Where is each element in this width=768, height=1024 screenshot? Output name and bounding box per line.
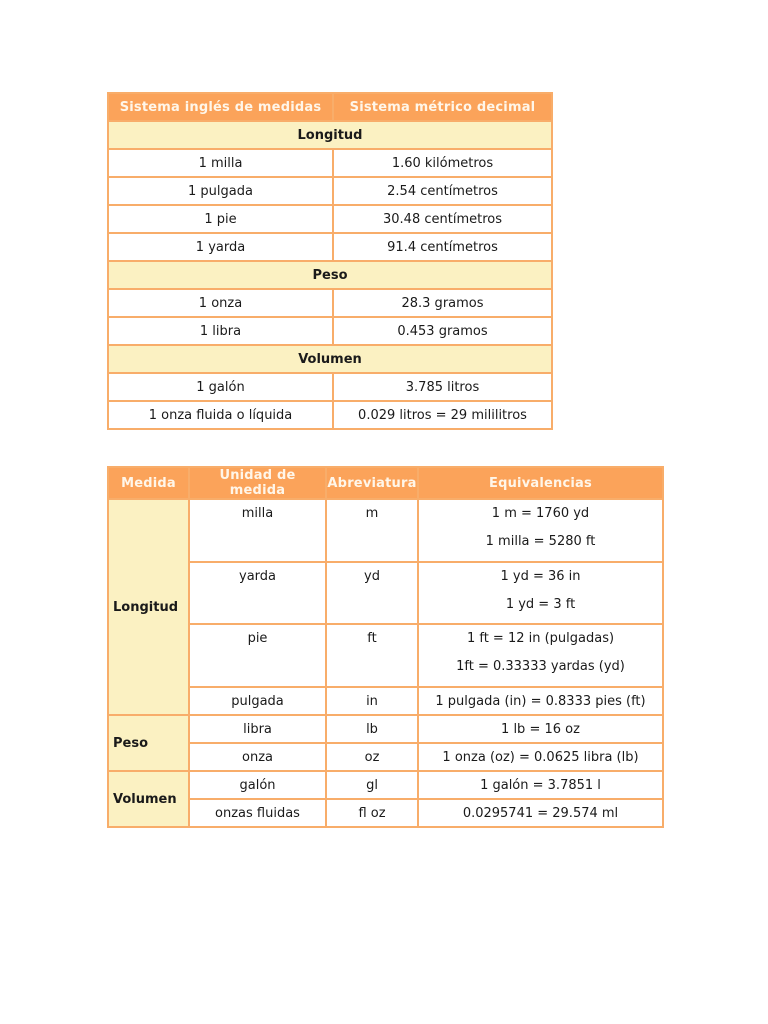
english-value: 1 libra [108,317,333,345]
english-value: 1 yarda [108,233,333,261]
table-row [108,205,552,233]
section-row [108,261,552,289]
english-value: 1 pulgada [108,177,333,205]
table-row [108,401,552,429]
table-row [108,562,663,624]
header-english-system: Sistema inglés de medidas [108,93,333,121]
english-value: 1 galón [108,373,333,401]
header-equivalences: Equivalencias [418,467,663,499]
metric-value: 0.453 gramos [333,317,552,345]
header-unit: Unidad de medida [189,467,326,499]
section-title: Longitud [108,121,552,149]
equivalence-line: 1 yd = 3 ft [505,597,576,612]
category-cell: Peso [108,715,189,771]
header-metric-system: Sistema métrico decimal [333,93,552,121]
metric-value: 0.029 litros = 29 mililitros [333,401,552,429]
english-value: 1 pie [108,205,333,233]
english-value: 1 milla [108,149,333,177]
unit-cell: milla [189,499,326,562]
table-row [108,499,663,562]
abbr-cell: m [326,499,418,562]
table-row [108,317,552,345]
header-abbreviation: Abreviatura [326,467,418,499]
equivalence-line: 1 milla = 5280 ft [485,534,596,549]
equivalence-cell: 1 lb = 16 oz [418,715,663,743]
section-row [108,121,552,149]
equivalence-line: 1ft = 0.33333 yardas (yd) [456,659,625,674]
equivalence-cell: 0.0295741 = 29.574 ml [418,799,663,827]
header-row [108,467,663,499]
abbr-cell: in [326,687,418,715]
table-row [108,624,663,687]
section-row [108,345,552,373]
abbr-cell: ft [326,624,418,687]
category-cell: Longitud [108,499,189,715]
equivalence-cell: 1 pulgada (in) = 0.8333 pies (ft) [418,687,663,715]
unit-cell: pie [189,624,326,687]
metric-value: 3.785 litros [333,373,552,401]
metric-value: 28.3 gramos [333,289,552,317]
conversion-table [107,92,553,430]
header-row [108,93,552,121]
unit-cell: libra [189,715,326,743]
metric-value: 2.54 centímetros [333,177,552,205]
table-row [108,149,552,177]
section-title: Peso [108,261,552,289]
english-value: 1 onza [108,289,333,317]
unit-cell: onza [189,743,326,771]
abbr-cell: fl oz [326,799,418,827]
section-title: Volumen [108,345,552,373]
unit-cell: pulgada [189,687,326,715]
equivalence-cell [418,624,663,687]
unit-cell: galón [189,771,326,799]
metric-value: 30.48 centímetros [333,205,552,233]
abbr-cell: yd [326,562,418,624]
abbr-cell: lb [326,715,418,743]
unit-cell: onzas fluidas [189,799,326,827]
table-row [108,715,663,743]
table-row [108,771,663,799]
equivalence-line: 1 m = 1760 yd [491,506,590,521]
english-value: 1 onza fluida o líquida [108,401,333,429]
table-row [108,687,663,715]
table-row [108,743,663,771]
header-measure: Medida [108,467,189,499]
unit-cell: yarda [189,562,326,624]
metric-value: 1.60 kilómetros [333,149,552,177]
table-row [108,799,663,827]
abbr-cell: oz [326,743,418,771]
equivalence-line: 1 yd = 36 in [500,569,581,584]
equivalence-cell [418,499,663,562]
category-cell: Volumen [108,771,189,827]
table-row [108,177,552,205]
equivalence-cell: 1 onza (oz) = 0.0625 libra (lb) [418,743,663,771]
abbr-cell: gl [326,771,418,799]
table-row [108,289,552,317]
equivalence-cell [418,562,663,624]
units-table [107,466,664,828]
table-row [108,373,552,401]
metric-value: 91.4 centímetros [333,233,552,261]
equivalence-line: 1 ft = 12 in (pulgadas) [466,631,615,646]
equivalence-cell: 1 galón = 3.7851 l [418,771,663,799]
table-row [108,233,552,261]
